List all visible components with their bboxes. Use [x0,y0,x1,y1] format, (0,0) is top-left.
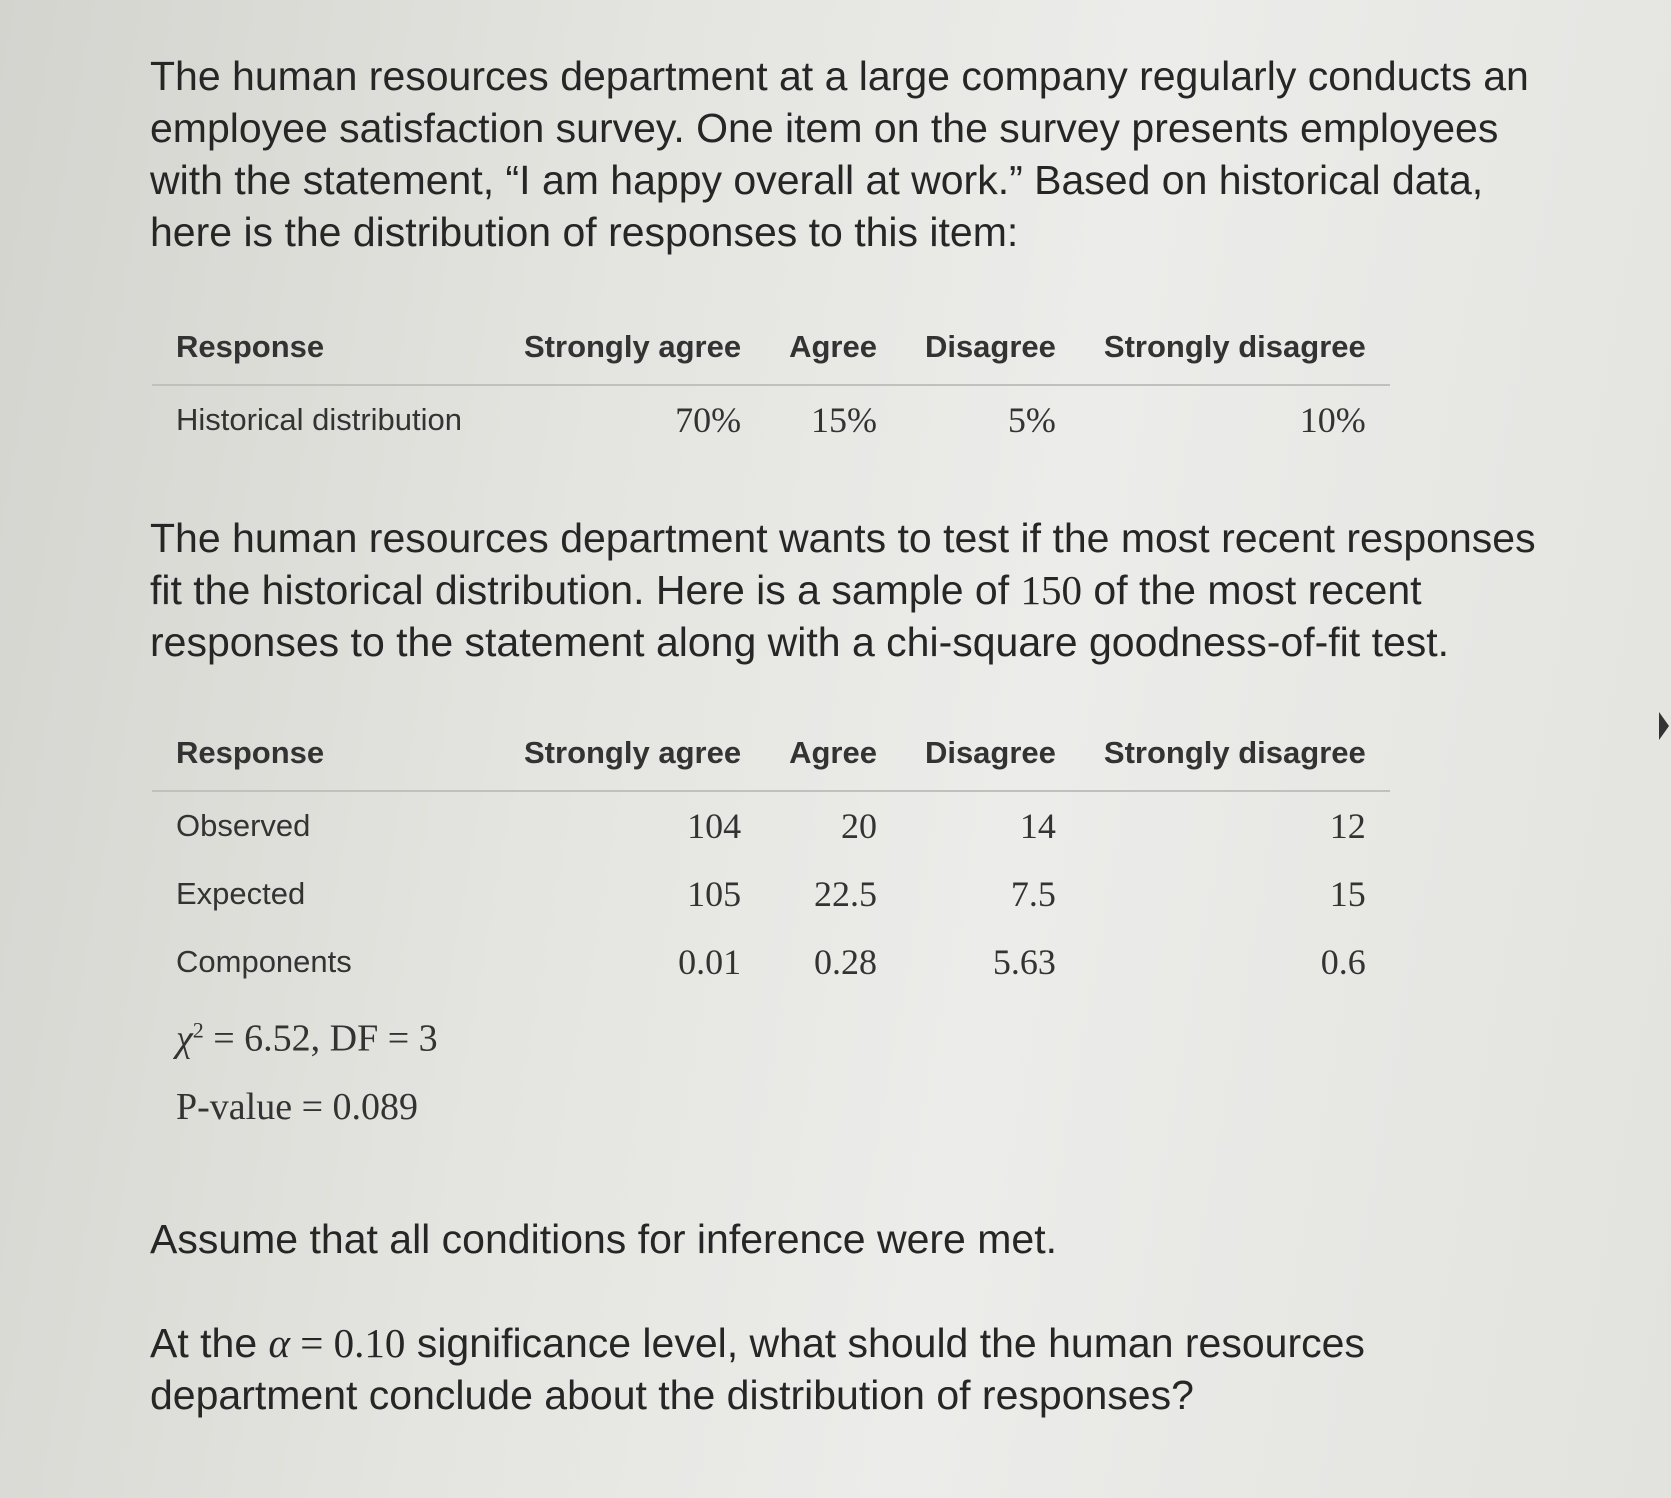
table-header-row [152,310,1390,385]
historical-distribution-table [152,310,1390,454]
chi-symbol: $\chi^2$ [176,1017,204,1060]
row-label-components: Components [176,944,352,979]
row-label: Historical distribution [176,402,462,437]
question-paragraph [150,1317,1550,1421]
table-row [152,385,1390,454]
cell-value: 104 [687,806,742,846]
header-strongly-disagree: Strongly disagree [1080,716,1390,791]
cell-value: 70% [675,400,742,440]
cell-value: 0.6 [1320,942,1366,982]
cell-value: 7.5 [1010,874,1056,914]
cell-value: 20 [840,806,877,846]
cell-value: 10% [1299,400,1366,440]
cell-value: 22.5 [813,874,877,914]
header-response: Response [152,716,500,791]
cell-value: 105 [687,874,742,914]
chi-square-value: = 6.52, DF = 3 [203,1017,438,1060]
header-strongly-agree: Strongly agree [500,716,765,791]
header-disagree: Disagree [901,716,1080,791]
row-label-observed: Observed [176,808,311,843]
header-disagree: Disagree [901,310,1080,385]
cell-value: 0.01 [678,942,742,982]
cell-value: 15 [1329,874,1366,914]
cell-value: 14 [1019,806,1056,846]
chevron-right-icon [1659,712,1669,740]
intro-paragraph: The human resources department at a large company regularly conducts an employee satisfaction survey. One item on the survey presents employees with the statement, “I am happy overall at work.” Based on historical data, here is the distribution of responses to this item: [150,53,1529,255]
header-response: Response [152,310,500,385]
table-header-row [152,716,1390,791]
second-text-start: The human resources department wants to test if the most recent responses fit the historical distribution. Here is a sample of [150,515,1536,613]
cell-value: 5.63 [992,942,1056,982]
sample-size: 150 [1020,567,1082,613]
significance-level: 0.10 [333,1319,406,1366]
assumption-paragraph: Assume that all conditions for inference were met. [150,1215,1057,1262]
chi-square-table [152,716,1390,996]
second-paragraph [150,512,1550,668]
header-agree: Agree [765,716,901,791]
chi-square-line [176,996,1521,1073]
cell-value: 0.28 [813,942,877,982]
cell-value: 5% [1007,400,1056,440]
p-value-line: P-value = 0.089 [176,1085,419,1128]
header-strongly-disagree: Strongly disagree [1080,310,1390,385]
test-statistics [150,996,1521,1141]
cell-value: 12 [1329,806,1366,846]
row-label-expected: Expected [176,876,306,911]
question-suffix: significance level, what should the human resources department conclude about the distribution of responses? [150,1319,1365,1418]
table-row [152,791,1390,860]
question-prefix: At the [150,1319,269,1366]
equals-sign: = [290,1319,334,1366]
header-strongly-agree: Strongly agree [500,310,765,385]
header-agree: Agree [765,310,901,385]
table-row [152,860,1390,928]
second-text-end: of the most recent responses to the statement along with a chi-square goodness-of-fit test. [150,567,1450,665]
cell-value: 15% [810,400,877,440]
table-row [152,928,1390,996]
alpha-symbol: α [268,1319,291,1366]
